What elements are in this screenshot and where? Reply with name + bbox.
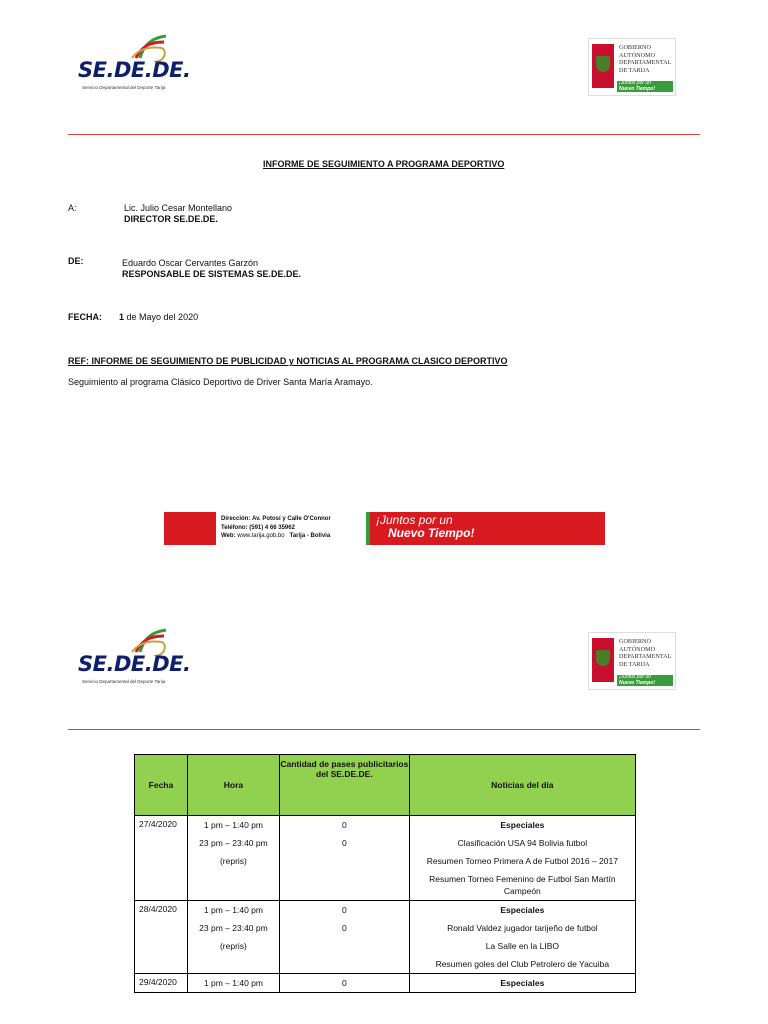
footer-slogan: ¡Juntos por un Nuevo Tiempo! [376, 513, 475, 540]
cell-noticias-line: Clasificación USA 94 Bolivia futbol [457, 838, 588, 848]
sedede-logo-subtitle: Servicio Departamental del Deporte Tarija [82, 679, 166, 684]
cell-pases [279, 816, 409, 901]
cell-hora-line: (repris) [219, 856, 247, 866]
cell-noticias [409, 974, 635, 993]
gobierno-logo-slogan: ¡Juntos por un Nuevo Tiempo! [617, 81, 673, 92]
cell-pases-line: 0 [341, 838, 347, 848]
cell-pases-line: 0 [341, 923, 347, 933]
cell-hora-line: 1 pm – 1:40 pm [203, 978, 263, 988]
schedule-table [134, 754, 636, 993]
gobierno-logo [588, 38, 676, 96]
reference-line: REF: INFORME DE SEGUIMIENTO DE PUBLICIDAD y NOTICIAS AL PROGRAMA CLASICO DEPORTIVO [68, 356, 508, 366]
table-row [135, 974, 636, 993]
cell-hora-line: 1 pm – 1:40 pm [203, 905, 263, 915]
to-name: Lic. Julio Cesar Montellano [124, 203, 233, 213]
header-divider [68, 134, 700, 135]
document-title: INFORME DE SEGUIMIENTO A PROGRAMA DEPORTIVO [263, 159, 505, 169]
cell-fecha: 29/4/2020 [135, 974, 188, 993]
table-header-row [135, 755, 636, 816]
cell-pases-line: 0 [341, 978, 347, 988]
page-footer [164, 512, 605, 545]
cell-noticias-line: Resumen goles del Club Petrolero de Yacuiba [435, 959, 610, 969]
cell-noticias-line: Especiales [500, 820, 545, 830]
from-name: Eduardo Oscar Cervantes Garzón [122, 258, 259, 268]
table-row [135, 901, 636, 974]
header-divider [68, 729, 700, 730]
cell-pases [279, 901, 409, 974]
gobierno-logo [588, 632, 676, 690]
gobierno-logo-text: GOBIERNO AUTÓNOMO DEPARTAMENTAL DE TARIJA [619, 44, 672, 74]
cell-hora-line: (repris) [219, 941, 247, 951]
cell-fecha: 28/4/2020 [135, 901, 188, 974]
cell-hora [187, 901, 279, 974]
cell-noticias [409, 816, 635, 901]
body-text: Seguimiento al programa Clásico Deportivo de Driver Santa María Aramayo. [68, 377, 373, 387]
coat-of-arms-icon [592, 638, 614, 682]
cell-noticias-line: Especiales [500, 905, 545, 915]
footer-contact: Dirección: Av. Potosí y Calle O'Connor Teléfono: (591) 4 66 35962 Web: www.tarija.gob.bo Tarija - Bolivia [221, 516, 331, 539]
col-fecha-header: Fecha [135, 755, 188, 816]
from-label: DE: [68, 256, 84, 266]
cell-pases-line: 0 [341, 905, 347, 915]
to-label: A: [68, 203, 77, 213]
to-role: DIRECTOR SE.DE.DE. [124, 214, 218, 224]
cell-hora-line: 1 pm – 1:40 pm [203, 820, 263, 830]
sedede-logo-text: SE.DE.DE. [78, 652, 191, 676]
gobierno-logo-text: GOBIERNO AUTÓNOMO DEPARTAMENTAL DE TARIJA [619, 638, 672, 668]
sedede-logo [78, 34, 191, 94]
cell-hora [187, 816, 279, 901]
table-body [135, 816, 636, 993]
date-value: 1 de Mayo del 2020 [119, 312, 199, 322]
cell-noticias-line: Resumen Torneo Primera A de Futbol 2016 – 2017 [426, 856, 618, 866]
cell-hora [187, 974, 279, 993]
coat-of-arms-icon [592, 44, 614, 88]
sedede-logo-subtitle: Servicio Departamental del Deporte Tarija [82, 85, 166, 90]
col-pases-header: Cantidad de pases publicitarios del SE.DE.DE. [279, 755, 409, 816]
cell-noticias-line: Ronald Valdez jugador tarijeño de futbol [447, 923, 598, 933]
cell-noticias [409, 901, 635, 974]
cell-pases-line: 0 [341, 820, 347, 830]
date-label: FECHA: [68, 312, 102, 322]
col-noticias-header: Noticias del día [409, 755, 635, 816]
from-role: RESPONSABLE DE SISTEMAS SE.DE.DE. [122, 269, 302, 279]
cell-noticias-line: La Salle en la LIBO [485, 941, 559, 951]
cell-pases [279, 974, 409, 993]
cell-noticias-line: Especiales [500, 978, 545, 988]
cell-hora-line: 23 pm – 23:40 pm [199, 923, 268, 933]
sedede-logo-text: SE.DE.DE. [78, 58, 191, 82]
sedede-logo [78, 628, 191, 688]
cell-hora-line: 23 pm – 23:40 pm [199, 838, 268, 848]
cell-fecha: 27/4/2020 [135, 816, 188, 901]
table-row [135, 816, 636, 901]
gobierno-logo-slogan: ¡Juntos por un Nuevo Tiempo! [617, 675, 673, 686]
col-hora-header: Hora [187, 755, 279, 816]
cell-noticias-line: Resumen Torneo Femenino de Futbol San Martín Campeón [429, 874, 616, 896]
